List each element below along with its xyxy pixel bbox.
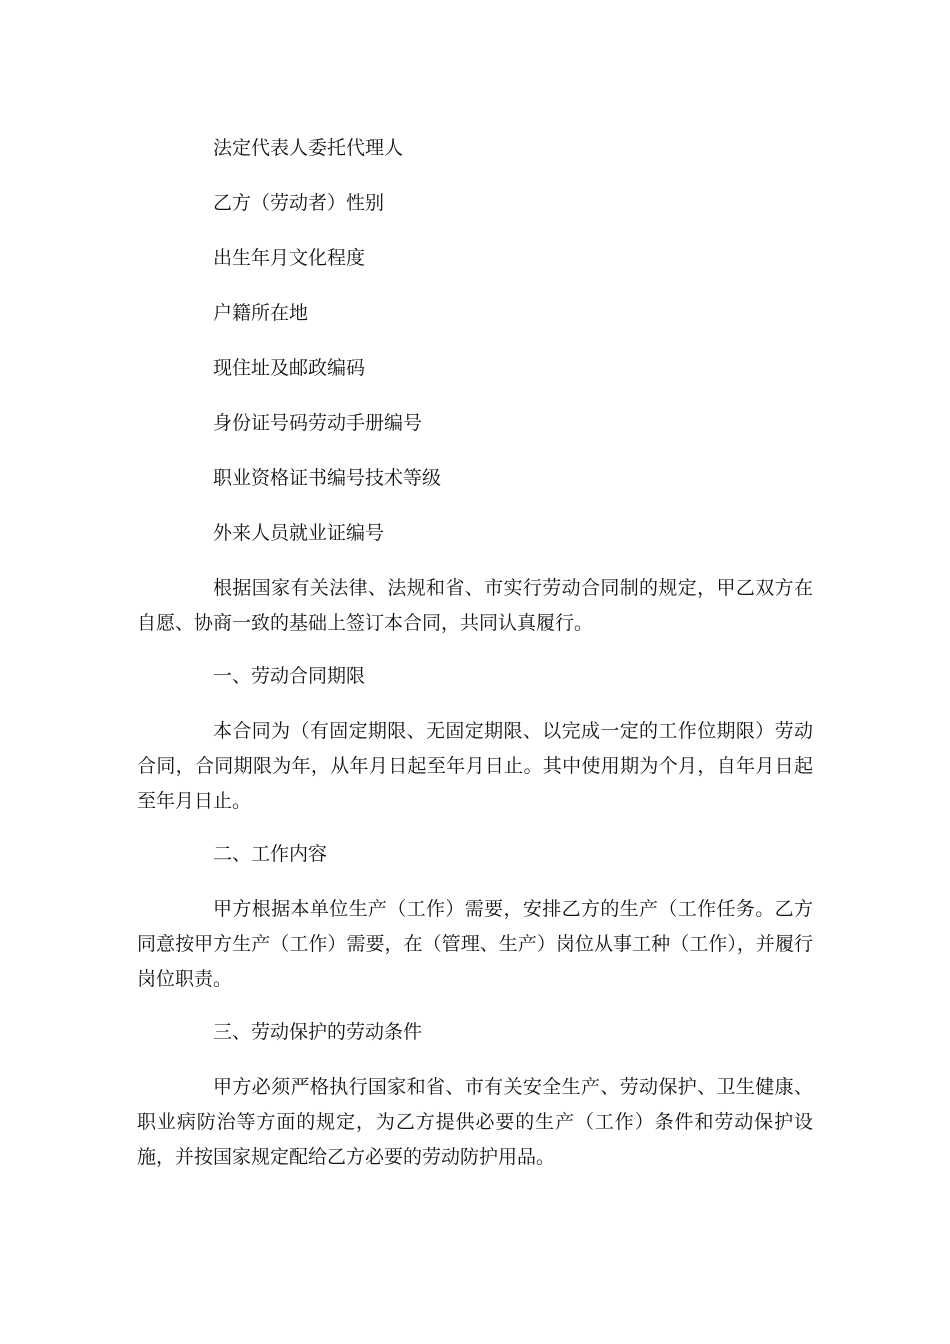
section-body-work-content: 甲方根据本单位生产（工作）需要，安排乙方的生产（工作任务。乙方同意按甲方生产（工作）需要，在（管理、生产）岗位从事工种（工作），并履行岗位职责。 [137, 898, 813, 990]
document-body [137, 131, 813, 1175]
section-heading-work-content: 二、工作内容 [213, 843, 328, 865]
field-legal-representative: 法定代表人委托代理人 [213, 137, 404, 159]
intro-paragraph: 根据国家有关法律、法规和省、市实行劳动合同制的规定，甲乙双方在自愿、协商一致的基础上签订本合同，共同认真履行。 [137, 577, 813, 634]
section-body-term: 本合同为（有固定期限、无固定期限、以完成一定的工作位期限）劳动合同，合同期限为年，从年月日起至年月日止。其中使用期为个月，自年月日起至年月日止。 [137, 720, 813, 812]
field-qualification-level: 职业资格证书编号技术等级 [213, 467, 442, 489]
field-household-registration: 户籍所在地 [213, 302, 309, 324]
field-birth-education: 出生年月文化程度 [213, 247, 366, 269]
section-heading-labor-protection: 三、劳动保护的劳动条件 [213, 1021, 423, 1043]
field-employment-permit: 外来人员就业证编号 [213, 522, 385, 544]
field-party-b-gender: 乙方（劳动者）性别 [213, 192, 385, 214]
section-heading-term: 一、劳动合同期限 [213, 665, 366, 687]
section-body-labor-protection: 甲方必须严格执行国家和省、市有关安全生产、劳动保护、卫生健康、职业病防治等方面的规定，为乙方提供必要的生产（工作）条件和劳动保护设施，并按国家规定配给乙方必要的劳动防护用品。 [137, 1076, 813, 1168]
field-address-postcode: 现住址及邮政编码 [213, 357, 366, 379]
field-id-labor-handbook: 身份证号码劳动手册编号 [213, 412, 423, 434]
